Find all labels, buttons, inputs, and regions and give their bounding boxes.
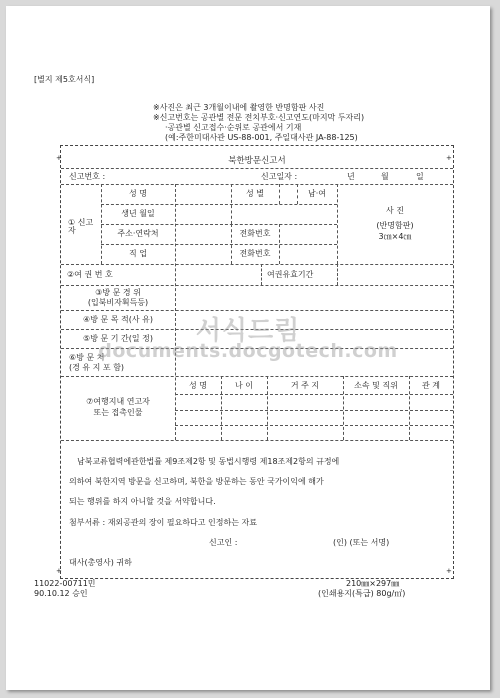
- column-relation: 관 계: [422, 381, 440, 390]
- signer-label: 신고인 :: [209, 538, 238, 547]
- date-year: 년: [347, 172, 355, 181]
- document-page: [별지 제5호서식] ※사진은 최근 3개월이내에 촬영한 반명함판 사진 ※신고번호는 공관별 전문 전치부호·신고연도(마지막 두자리) ·공관별 신고접수·순위로 공관에서 기재 (예:주한미대사관 US-88-001, 주일대사관 JA-88-125) 북한방문신고서 신고번호 : 신고일자 : 년 월 일 ① 신고자 성 명 성 별 남·여 생년 월일 주소·연락처 전화번호 직 업 전화번호 사 진 (반명함판) 3㎝×4㎝ ②여 권 번 호 여권유효기간 ③방 문 경 위 (입북비자획득등) ④방 문 목 적(사 유) ⑤방 문 기 간(일 정) ⑥방 문 처 (경 유 지 포 함) ⑦여행지내 연고자 또는 접촉인물 성 명 나 이 거 주 지 소속 및 직위 관 계 남북교류협력에관한법률 제9조제2항 및 동법시행령 제18조제2항의 규정에 의하여 북한지역 방문을 신고하며, 북한을 방문하는 동안 국가이익에 해가 되는 행위를 하지 아니할 것을 서약합니다. 첨부서류 : 재외공관의 장이 필요하다고 인정하는 자료 신고인 : (인) (또는 서명) 대사(총영사) 귀하 + + + + 11022-00711민 90.10.12 승인 210㎜×297㎜ (인쇄용지(특급) 80g/㎡) 서식드림 documents.docgotech.com: [6, 6, 490, 690]
- declaration-line-2: 의하여 북한지역 방문을 신고하며, 북한을 방문하는 동안 국가이익에 해가: [69, 477, 324, 486]
- date-month: 월: [381, 172, 389, 181]
- place-label: ⑥방 문 처: [69, 353, 105, 362]
- purpose-label: ④방 문 목 적(사 유): [83, 315, 153, 324]
- column-age: 나 이: [235, 381, 253, 390]
- job-label: 직 업: [129, 249, 147, 258]
- name-label: 성 명: [129, 189, 147, 198]
- relatives-label: ⑦여행지내 연고자: [86, 397, 150, 406]
- attachment-note: 첨부서류 : 재외공관의 장이 필요하다고 인정하는 자료: [69, 518, 257, 527]
- photo-dimensions: 3㎝×4㎝: [378, 232, 412, 241]
- route-sub: (입북비자획득등): [87, 298, 149, 307]
- report-form: [60, 145, 454, 579]
- column-name: 성 명: [189, 381, 207, 390]
- passport-validity-label: 여권유효기간: [267, 270, 314, 279]
- photo-title: 사 진: [386, 206, 404, 215]
- photo-size: (반명함판): [376, 221, 414, 230]
- footer-form-number: 11022-00711민: [34, 579, 96, 588]
- passport-label: ②여 권 번 호: [67, 270, 113, 279]
- note-report-number-cont: ·공관별 신고접수·순위로 공관에서 기재: [165, 123, 302, 132]
- footer-paper-size: 210㎜×297㎜: [346, 579, 400, 588]
- note-photo: ※사진은 최근 3개월이내에 촬영한 반명함판 사진: [153, 103, 325, 112]
- gender-label: 성 별: [246, 189, 264, 198]
- route-label: ③방 문 경 위: [95, 288, 141, 297]
- place-sub: (경 유 지 포 함): [69, 363, 125, 372]
- declaration-line-3: 되는 행위를 하지 아니할 것을 서약합니다.: [69, 497, 216, 506]
- note-example: (예:주한미대사관 US-88-001, 주일대사관 JA-88-125): [165, 133, 358, 142]
- declaration-line-1: 남북교류협력에관한법률 제9조제2항 및 동법시행령 제18조제2항의 규정에: [77, 457, 340, 466]
- reporter-label: ① 신고자: [68, 218, 94, 235]
- form-title: 북한방문신고서: [228, 156, 286, 166]
- birth-label: 생년 월일: [121, 209, 155, 218]
- column-residence: 거 주 지: [290, 381, 320, 390]
- address-label: 주소·연락처: [117, 229, 159, 238]
- watermark-title: 서식드림: [195, 316, 301, 346]
- column-position: 소속 및 직위: [354, 381, 398, 390]
- footer-approval: 90.10.12 승인: [34, 589, 88, 598]
- report-date-label: 신고일자 :: [261, 172, 298, 181]
- footer-paper-spec: (인쇄용지(특급) 80g/㎡): [318, 589, 406, 598]
- phone-label-2: 전화번호: [239, 249, 271, 258]
- phone-label: 전화번호: [239, 229, 271, 238]
- date-day: 일: [416, 172, 424, 181]
- relatives-label-2: 또는 접촉인물: [93, 408, 143, 417]
- signature-note: (인) (또는 서명): [333, 538, 390, 547]
- period-label: ⑤방 문 기 간(일 정): [83, 334, 153, 343]
- gender-options: 남·여: [308, 189, 326, 198]
- form-code: [별지 제5호서식]: [34, 75, 95, 84]
- watermark-url: documents.docgotech.com: [98, 340, 398, 362]
- note-report-number: ※신고번호는 공관별 전문 전치부호·신고연도(마지막 두자리): [153, 113, 365, 122]
- addressee: 대사(총영사) 귀하: [69, 558, 132, 567]
- report-number-label: 신고번호 :: [69, 172, 106, 181]
